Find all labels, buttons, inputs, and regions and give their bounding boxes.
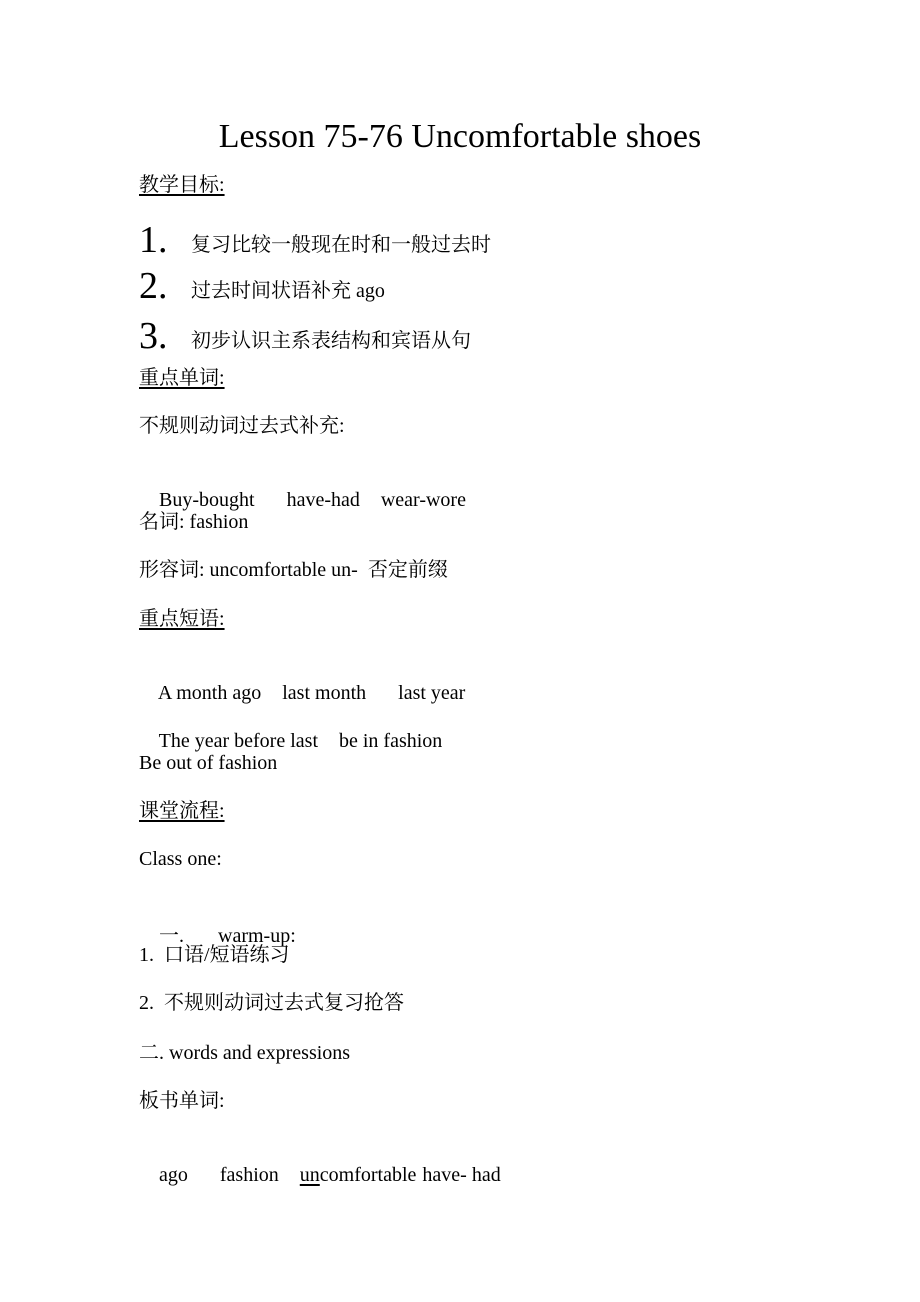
goal-item-1 [139, 219, 491, 261]
goal-text: 过去时间状语补充 ago [191, 280, 385, 302]
board-label: 板书单词: [139, 1090, 225, 1112]
list-item: 2. 不规则动词过去式复习抢答 [139, 992, 404, 1014]
goal-number: 2. [139, 265, 168, 307]
list-item: 1. 口语/短语练习 [139, 944, 290, 966]
goal-item-3 [139, 315, 471, 357]
board-word: ago [159, 1164, 188, 1186]
irregular-label: 不规则动词过去式补充: [139, 415, 345, 437]
goal-number: 1. [139, 219, 168, 261]
verb-pair: Buy-bought [159, 489, 255, 511]
board-word: have- had [422, 1164, 501, 1186]
page-title: Lesson 75-76 Uncomfortable shoes [218, 118, 702, 155]
goal-item-2 [139, 265, 385, 307]
phrase: be in fashion [339, 730, 443, 752]
goal-text: 初步认识主系表结构和宾语从句 [191, 330, 471, 352]
board-word: fashion [219, 1164, 279, 1186]
goals-heading: 教学目标: [139, 174, 225, 196]
goal-text: 复习比较一般现在时和一般过去时 [191, 234, 491, 256]
prefix-underlined: un [299, 1164, 320, 1186]
board-word: comfortable [319, 1164, 417, 1186]
class-one-label: Class one: [139, 848, 222, 870]
verb-pair: wear-wore [380, 489, 466, 511]
phrase: The year before last [158, 730, 318, 752]
phrase: last month [282, 682, 367, 704]
section-marker: 一. [159, 925, 184, 947]
noun-line: 名词: fashion [139, 511, 249, 533]
phrase: last year [398, 682, 466, 704]
section-two-line: 二. words and expressions [139, 1042, 351, 1064]
section-title: warm-up: [218, 925, 296, 947]
adjective-line: 形容词: uncomfortable un- 否定前缀 [139, 559, 448, 581]
words-heading: 重点单词: [139, 367, 225, 389]
goal-number: 3. [139, 315, 168, 357]
process-heading: 课堂流程: [139, 800, 225, 822]
phrases-heading: 重点短语: [139, 608, 225, 630]
phrase: A month ago [157, 682, 262, 704]
verb-pair: have-had [286, 489, 360, 511]
board-words-row [139, 1136, 501, 1214]
phrase: Be out of fashion [139, 752, 278, 774]
